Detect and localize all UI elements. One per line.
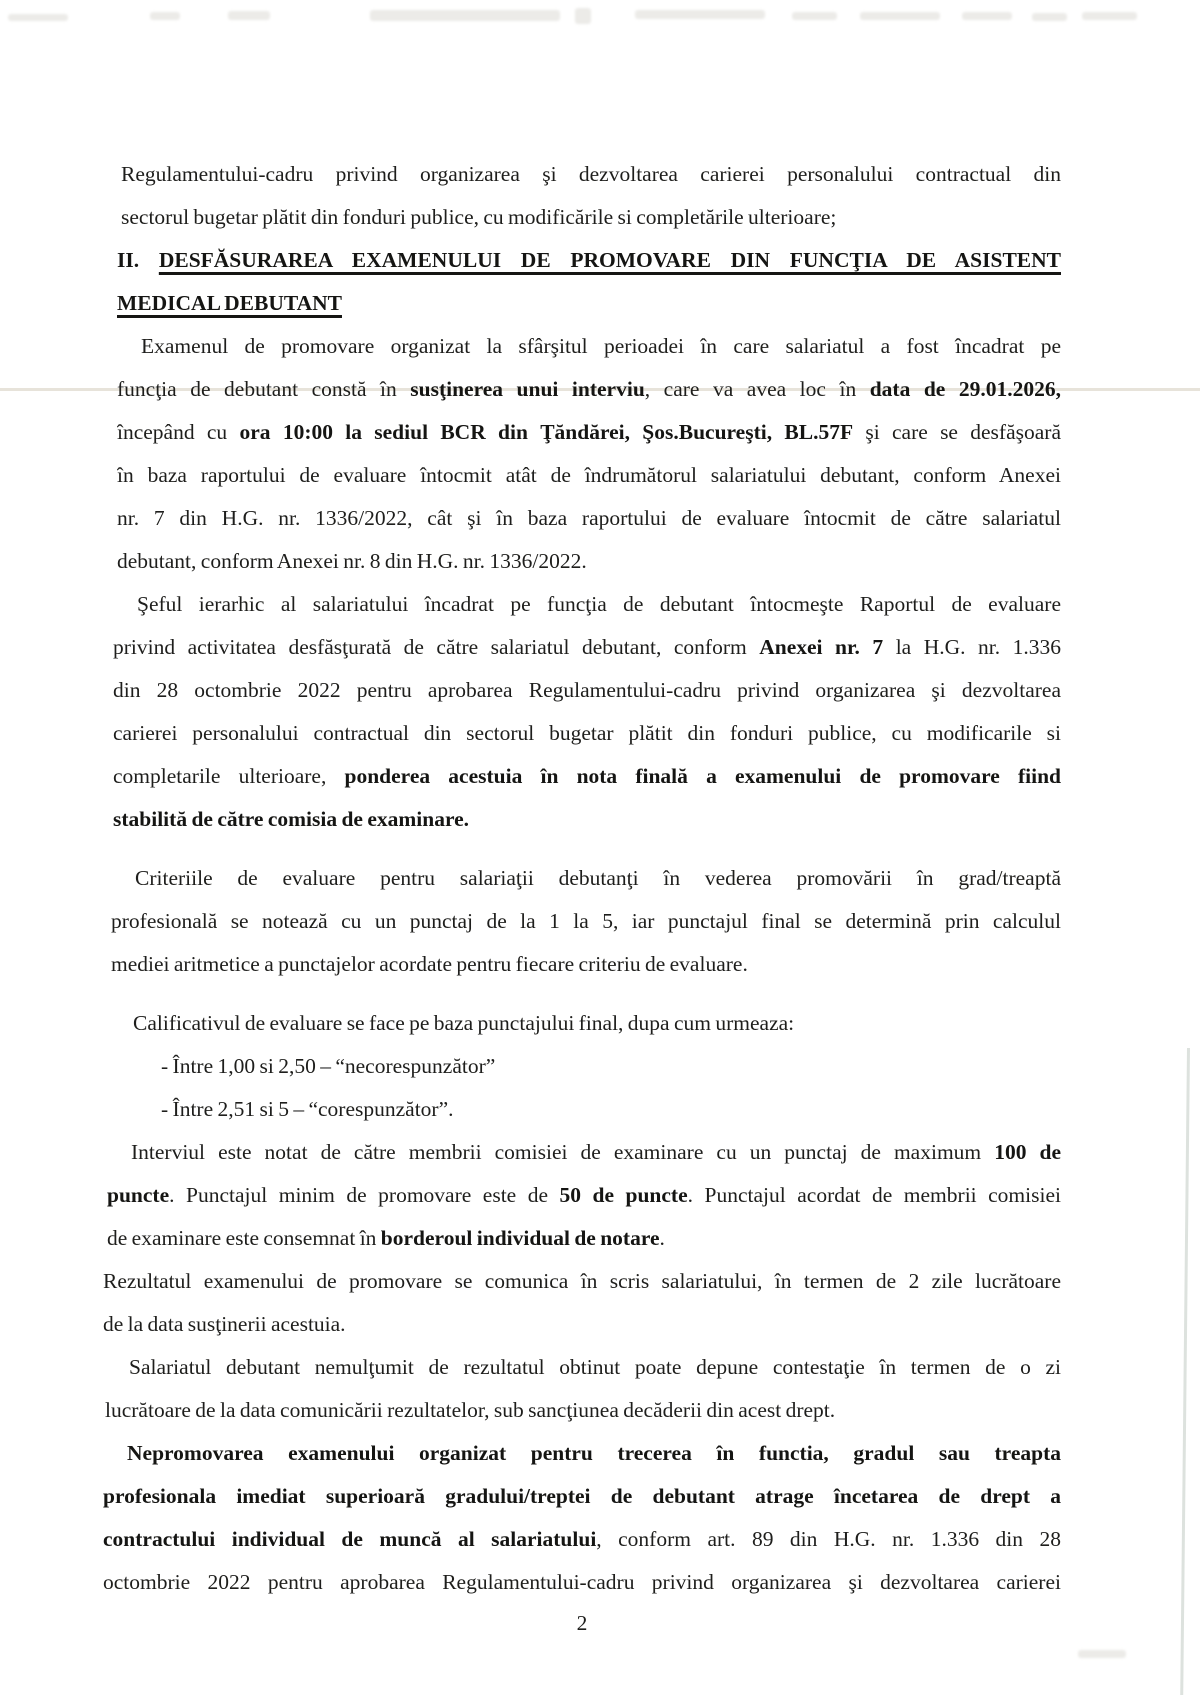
scan-ghost bbox=[575, 8, 591, 24]
text-run: debutant, conform Anexei nr. 8 din H.G. nr. 1336/2022. bbox=[117, 549, 587, 573]
para-nepromovarea bbox=[103, 1432, 1061, 1604]
text-run: puncte bbox=[107, 1183, 170, 1207]
scan-ghost bbox=[1032, 13, 1067, 21]
text-run: carierei personalului contractual din sectorul bugetar plătit din fonduri publice, cu modificarile si bbox=[113, 721, 1061, 745]
text-line bbox=[113, 798, 1061, 841]
text-line bbox=[103, 1303, 1061, 1346]
text-run: funcţia de debutant constă în bbox=[117, 377, 411, 401]
document-content bbox=[103, 153, 1061, 1645]
text-run: în baza raportului de evaluare întocmit atât de îndrumătorul salariatului debutant, conform Anexei bbox=[117, 463, 1061, 487]
text-run: ponderea acestuia în nota finală a examenului de promovare fiind bbox=[344, 764, 1061, 788]
text-line bbox=[111, 900, 1061, 943]
text-run: Rezultatul examenului de promovare se comunica în scris salariatului, în termen de 2 zile lucrătoare bbox=[103, 1269, 1061, 1293]
text-run: Examenul de promovare organizat la sfârşitul perioadei în care salariatul a fost încadrat pe bbox=[141, 334, 1061, 358]
text-line bbox=[113, 626, 1061, 669]
text-run: începând cu bbox=[117, 420, 240, 444]
scan-ghost bbox=[8, 14, 68, 21]
text-line bbox=[105, 1346, 1061, 1389]
scan-ghost bbox=[962, 12, 1012, 20]
text-run: 100 de bbox=[994, 1140, 1061, 1164]
text-line bbox=[109, 1088, 1061, 1131]
text-run: , care va avea loc în bbox=[644, 377, 870, 401]
text-line bbox=[113, 755, 1061, 798]
text-line bbox=[117, 368, 1061, 411]
text-line bbox=[111, 943, 1061, 986]
text-run: completarile ulterioare, bbox=[113, 764, 345, 788]
text-run: ora 10:00 la sediul BCR din Ţăndărei, Şos.Bucureşti, BL.57F bbox=[239, 420, 854, 444]
text-run: Regulamentului-cadru privind organizarea şi dezvoltarea carierei personalului contractual din bbox=[121, 162, 1061, 186]
scan-ghost bbox=[1078, 1650, 1126, 1658]
text-run: profesională se notează cu un punctaj de la 1 la 5, iar punctajul final se determină prin calculul bbox=[111, 909, 1061, 933]
text-run: sectorul bugetar plătit din fonduri publice, cu modificările si completările ulterioare; bbox=[121, 205, 837, 229]
text-line bbox=[117, 497, 1061, 540]
text-run: Calificativul de evaluare se face pe baza punctajului final, dupa cum urmeaza: bbox=[133, 1011, 795, 1035]
heading-sectiunea-ii bbox=[117, 239, 1061, 325]
text-run: lucrătoare de la data comunicării rezultatelor, sub sancţiunea decăderii din acest drept. bbox=[105, 1398, 836, 1422]
text-line bbox=[103, 1432, 1061, 1475]
scan-ghost bbox=[1082, 12, 1137, 20]
text-run: şi care se desfăşoară bbox=[853, 420, 1061, 444]
scan-streak-vertical bbox=[1180, 1048, 1190, 1695]
document-body bbox=[103, 153, 1061, 1604]
text-run: . Punctajul minim de promovare este de bbox=[169, 1183, 560, 1207]
scan-ghost bbox=[370, 10, 560, 21]
text-run: Anexei nr. 7 bbox=[759, 635, 884, 659]
text-line bbox=[117, 411, 1061, 454]
text-line bbox=[113, 712, 1061, 755]
text-run: MEDICAL DEBUTANT bbox=[117, 291, 342, 315]
scan-ghost bbox=[792, 12, 837, 20]
text-line bbox=[103, 1475, 1061, 1518]
text-line bbox=[117, 282, 1061, 325]
text-run: contractului individual de muncă al salariatului bbox=[103, 1527, 597, 1551]
text-run: stabilită de către comisia de examinare. bbox=[113, 807, 470, 831]
text-run: . bbox=[659, 1226, 665, 1250]
text-line bbox=[111, 857, 1061, 900]
text-run: Şeful ierarhic al salariatului încadrat pe funcţia de debutant întocmeşte Raportul de evaluare bbox=[137, 592, 1061, 616]
text-run: borderoul individual de notare bbox=[380, 1226, 660, 1250]
scan-ghost bbox=[228, 11, 270, 20]
text-run: de la data susţinerii acestuia. bbox=[103, 1312, 346, 1336]
list-item-corespunzator bbox=[109, 1088, 1061, 1131]
text-line bbox=[117, 454, 1061, 497]
text-line bbox=[121, 153, 1061, 196]
para-calificativul bbox=[109, 1002, 1061, 1045]
text-line bbox=[117, 540, 1061, 583]
text-run: Nepromovarea examenului organizat pentru trecerea în functia, gradul sau treapta bbox=[127, 1441, 1061, 1465]
text-line bbox=[117, 239, 1061, 282]
text-run: profesionala imediat superioară gradului/treptei de debutant atrage încetarea de drept a bbox=[103, 1484, 1061, 1508]
para-criteriile-evaluare bbox=[111, 857, 1061, 986]
list-item-necorespunzator bbox=[109, 1045, 1061, 1088]
text-run: 50 de puncte bbox=[559, 1183, 688, 1207]
scan-ghost bbox=[150, 12, 180, 20]
text-line bbox=[107, 1131, 1061, 1174]
text-run: Interviul este notat de către membrii comisiei de examinare cu un punctaj de maximum bbox=[131, 1140, 995, 1164]
para-regulament-continuare bbox=[121, 153, 1061, 239]
text-run: DESFĂSURAREA EXAMENULUI DE PROMOVARE DIN FUNCŢIA DE ASISTENT bbox=[158, 248, 1061, 272]
text-run: - Între 2,51 si 5 – “corespunzător”. bbox=[161, 1097, 454, 1121]
page-number: 2 bbox=[576, 1611, 588, 1635]
para-rezultatul bbox=[103, 1260, 1061, 1346]
para-seful-ierarhic bbox=[113, 583, 1061, 841]
text-run: Criteriile de evaluare pentru salariaţii debutanţi în vederea promovării în grad/treaptă bbox=[135, 866, 1061, 890]
text-line bbox=[103, 1561, 1061, 1604]
text-line bbox=[109, 1045, 1061, 1088]
text-line bbox=[121, 196, 1061, 239]
text-run: . Punctajul acordat de membrii comisiei bbox=[687, 1183, 1061, 1207]
text-run: la H.G. nr. 1.336 bbox=[883, 635, 1061, 659]
text-line bbox=[103, 1518, 1061, 1561]
text-line bbox=[105, 1389, 1061, 1432]
text-line bbox=[107, 1174, 1061, 1217]
text-line bbox=[113, 669, 1061, 712]
para-interviul-punctaj bbox=[107, 1131, 1061, 1260]
text-run: susţinerea unui interviu bbox=[410, 377, 645, 401]
text-run: de examinare este consemnat în bbox=[107, 1226, 381, 1250]
text-run: privind activitatea desfăsţurată de către salariatul debutant, conform bbox=[113, 635, 760, 659]
text-run: octombrie 2022 pentru aprobarea Regulamentului-cadru privind organizarea şi dezvoltarea carierei bbox=[103, 1570, 1061, 1594]
text-run: Salariatul debutant nemulţumit de rezultatul obtinut poate depune contestaţie în termen de o zi bbox=[129, 1355, 1061, 1379]
text-run: II. bbox=[117, 248, 159, 272]
text-line bbox=[117, 325, 1061, 368]
para-examenul-interviu bbox=[117, 325, 1061, 583]
para-contestatie bbox=[105, 1346, 1061, 1432]
scan-ghost bbox=[635, 10, 765, 19]
text-line bbox=[103, 1260, 1061, 1303]
text-line bbox=[107, 1217, 1061, 1260]
text-run: mediei aritmetice a punctajelor acordate pentru fiecare criteriu de evaluare. bbox=[111, 952, 748, 976]
scan-ghost bbox=[860, 12, 940, 20]
text-run: - Între 1,00 si 2,50 – “necorespunzător” bbox=[161, 1054, 496, 1078]
text-run: data de 29.01.2026, bbox=[869, 377, 1061, 401]
text-line bbox=[113, 583, 1061, 626]
text-run: nr. 7 din H.G. nr. 1336/2022, cât şi în baza raportului de evaluare întocmit de către salariatul bbox=[117, 506, 1061, 530]
text-run: , conform art. 89 din H.G. nr. 1.336 din 28 bbox=[596, 1527, 1061, 1551]
text-run: din 28 octombrie 2022 pentru aprobarea Regulamentului-cadru privind organizarea şi dezvoltarea bbox=[113, 678, 1061, 702]
text-line bbox=[109, 1002, 1061, 1045]
